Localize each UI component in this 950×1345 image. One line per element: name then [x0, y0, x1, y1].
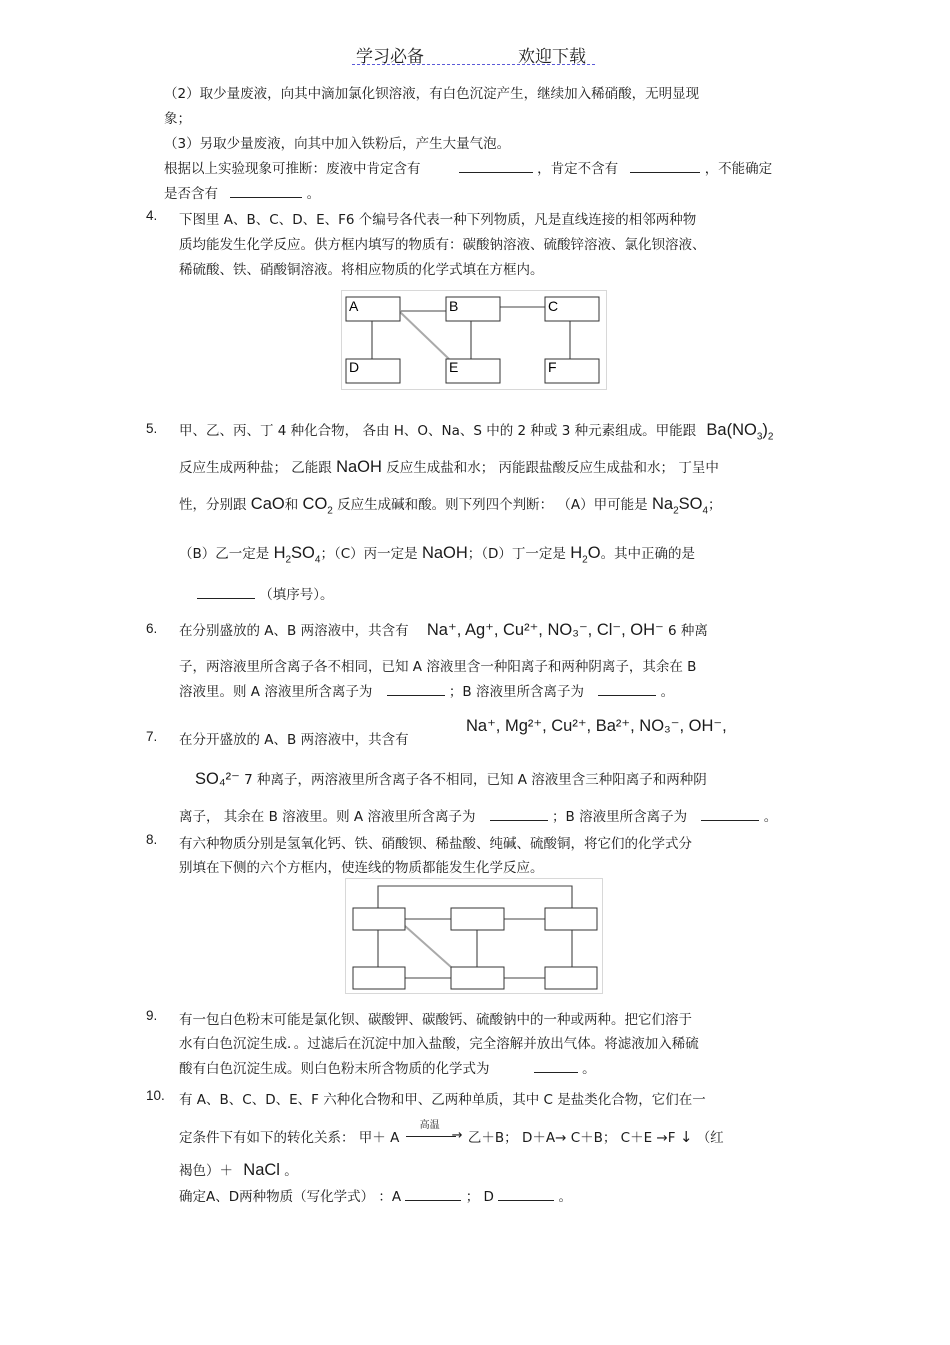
- q5-line-1: [179, 419, 773, 442]
- q5-chem-naoh-2: NaOH: [421, 544, 468, 562]
- q7-line-3c: 。: [763, 809, 778, 825]
- q5-chem-h2o: $H_2O$: [570, 544, 601, 566]
- q8-box-1[interactable]: [353, 908, 405, 930]
- q9-line-3a: 酸有白色沉淀生成。则白色粉末所含物质的化学式为: [179, 1061, 490, 1077]
- q10-line-4c: 。: [558, 1189, 573, 1205]
- q5-chem-na2so4: $Na_2SO_4$: [651, 495, 709, 517]
- q6-line-1: [179, 619, 708, 640]
- q10-line-3b: 。: [284, 1163, 298, 1179]
- q5-line-4a: （B）乙一定是: [179, 546, 270, 562]
- q4-diagram: [341, 290, 607, 390]
- q7-line-2: [195, 768, 707, 789]
- q7-line-3a: 离子， 其余在 B 溶液里。则 A 溶液里所含离子为: [179, 809, 476, 825]
- q10-line-2a: 定条件下有如下的转化关系： 甲＋ A: [179, 1130, 400, 1146]
- prev-line-5a: 是否含有: [164, 186, 218, 202]
- q5-number: 5.: [146, 421, 158, 436]
- q7-answer-blank-a[interactable]: [490, 806, 548, 821]
- q9-line-3: [179, 1057, 596, 1077]
- box-b-label: B: [449, 298, 459, 314]
- q7-ions: Na⁺, Mg²⁺, Cu²⁺, Ba²⁺, NO₃⁻, OH⁻,: [466, 717, 727, 735]
- prev-line-4: [164, 157, 772, 177]
- q5-line-2: [179, 456, 719, 477]
- q9-line-1: 有一包白色粉末可能是氯化钡、碳酸钾、碳酸钙、硫酸钠中的一种或两种。把它们溶于: [179, 1012, 692, 1028]
- q10-chem-nacl: NaCl: [243, 1161, 280, 1179]
- q9-answer-blank[interactable]: [534, 1058, 578, 1073]
- q7-line-2a: 7 种离子，两溶液里所含离子各不相同，已知 A 溶液里含三种阳离子和两种阴: [244, 772, 707, 788]
- q5-line-2b: 反应生成盐和水； 丙能跟盐酸反应生成盐和水； 丁呈中: [386, 460, 719, 476]
- box-c-label: C: [548, 298, 559, 314]
- prev-line-5: [164, 182, 320, 202]
- q10-line-3: [179, 1159, 298, 1180]
- q10-number: 10.: [146, 1088, 165, 1103]
- answer-blank-3[interactable]: [230, 183, 302, 198]
- q6-ions: Na⁺, Ag⁺, Cu²⁺, NO₃⁻, Cl⁻, OH⁻: [426, 621, 664, 639]
- q4-line-2: 质均能发生化学反应。供方框内填写的物质有：碳酸钠溶液、硫酸锌溶液、氯化钡溶液、: [179, 237, 706, 253]
- q7-chem-so4: SO₄²⁻: [195, 770, 240, 788]
- q9-number: 9.: [146, 1008, 158, 1023]
- header-left: 学习必备: [356, 47, 424, 67]
- q10-line-3a: 褐色）＋: [179, 1163, 233, 1179]
- q10-answer-blank-d[interactable]: [498, 1186, 554, 1201]
- q4-line-1: 下图里 A、B、C、D、E、F6 个编号各代表一种下列物质，凡是直线连接的相邻两种物: [179, 212, 697, 228]
- box-f-label: F: [548, 359, 557, 375]
- answer-blank-1[interactable]: [459, 158, 533, 173]
- q10-answer-blank-a[interactable]: [405, 1186, 461, 1201]
- q10-line-4: [179, 1185, 572, 1205]
- q10-line-2b: 乙＋B； D＋A→ C＋B； C＋E →F: [467, 1130, 676, 1146]
- q5-chem-naoh: NaOH: [336, 458, 382, 476]
- q8-box-5[interactable]: [451, 967, 504, 989]
- down-arrow-icon: ↓: [679, 1128, 693, 1146]
- q5-line-3: 性，分别跟 CaO和 $CO_2$ 反应生成碱和酸。则下列四个判断： （A）甲可能是 $Na_2SO_4$；: [179, 495, 722, 517]
- q6-line-3c: 。: [660, 684, 675, 700]
- q6-line-1a: 在分别盛放的 A、B 两溶液中，共含有: [179, 623, 409, 639]
- q5-answer-blank[interactable]: [197, 584, 255, 599]
- q5-line-5-text: （填序号）。: [259, 587, 334, 603]
- q5-and: 和: [284, 497, 299, 513]
- q7-line-3b: ；B 溶液里所含离子为: [552, 809, 688, 825]
- q6-line-3b: ；B 溶液里所含离子为: [448, 684, 584, 700]
- q8-box-4[interactable]: [353, 967, 405, 989]
- q5-line-3b: 反应生成碱和酸。则下列四个判断： （A）甲可能是: [337, 497, 648, 513]
- q8-line-1: 有六种物质分别是氢氧化钙、铁、硝酸钡、稀盐酸、纯碱、硫酸铜，将它们的化学式分: [179, 836, 692, 852]
- answer-blank-2[interactable]: [630, 158, 700, 173]
- header-divider: [352, 64, 595, 65]
- q8-diagram: [345, 878, 603, 994]
- prev-line-4b: ，肯定不含有: [537, 161, 619, 177]
- q8-box-2[interactable]: [451, 908, 504, 930]
- q7-number: 7.: [146, 729, 158, 744]
- q10-arrow-label: 高温: [419, 1120, 440, 1131]
- prev-line-4a: 根据以上实验现象可推断：废液中肯定含有: [164, 161, 421, 177]
- prev-line-1: （2）取少量废液，向其中滴加氯化钡溶液，有白色沉淀产生，继续加入稀硝酸，无明显现: [164, 86, 700, 102]
- q6-line-2: 子，两溶液里所含离子各不相同，已知 A 溶液里含一种阳离子和两种阴离子，其余在 B: [179, 659, 697, 675]
- box-a-label: A: [349, 298, 359, 314]
- box-e-label: E: [449, 359, 459, 375]
- q5-line-3a: 性，分别跟: [179, 497, 247, 513]
- prev-line-3: （3）另取少量废液，向其中加入铁粉后，产生大量气泡。: [164, 136, 511, 152]
- q5-chem-bano3: $Ba(NO_3)_2$: [706, 421, 774, 443]
- q5-line-4d: 。其中正确的是: [600, 546, 696, 562]
- q10-high-temp-arrow: 高温 →: [406, 1128, 462, 1142]
- q5-line-4b: ；（C）丙一定是: [320, 546, 418, 562]
- q8-number: 8.: [146, 832, 158, 847]
- prev-line-2: 象；: [164, 111, 191, 127]
- q5-chem-h2so4: $H_2SO_4$: [273, 544, 321, 566]
- prev-line-5b: 。: [306, 186, 321, 202]
- q6-answer-blank-a[interactable]: [387, 681, 445, 696]
- q10-line-2c: （红: [696, 1130, 724, 1146]
- q6-line-1b: 6 种离: [668, 623, 708, 639]
- q7-line-3: [179, 805, 777, 825]
- q6-answer-blank-b[interactable]: [598, 681, 656, 696]
- q5-line-4c: ；（D）丁一定是: [467, 546, 566, 562]
- q8-box-3[interactable]: [545, 908, 597, 930]
- q9-line-3b: 。: [582, 1061, 596, 1077]
- header-right: 欢迎下载: [518, 47, 586, 67]
- q5-line-2a: 反应生成两种盐； 乙能跟: [179, 460, 332, 476]
- q7-line-1a: 在分开盛放的 A、B 两溶液中，共含有: [179, 732, 409, 748]
- q5-line-4: [179, 542, 695, 565]
- q9-line-2: 水有白色沉淀生成．。过滤后在沉淀中加入盐酸，完全溶解并放出气体。将滤液加入稀硫: [179, 1036, 699, 1052]
- q5-chem-cao: CaO: [250, 495, 285, 513]
- q4-line-3: 稀硫酸、铁、硝酸铜溶液。将相应物质的化学式填在方框内。: [179, 262, 544, 278]
- q8-box-6[interactable]: [545, 967, 597, 989]
- q6-line-3: [179, 680, 674, 700]
- q7-answer-blank-b[interactable]: [701, 806, 759, 821]
- q5-line-1a: 甲、乙、丙、丁 4 种化合物， 各由 H、O、Na、S 中的 2 种或 3 种元素组成。甲能跟: [179, 423, 697, 439]
- q6-line-3a: 溶液里。则 A 溶液里所含离子为: [179, 684, 373, 700]
- q5-line-5: [197, 583, 334, 603]
- q6-number: 6.: [146, 621, 158, 636]
- box-d-label: D: [349, 359, 360, 375]
- q10-line-2: [179, 1120, 724, 1146]
- q10-line-1: 有 A、B、C、D、E、F 六种化合物和甲、乙两种单质，其中 C 是盐类化合物，它们在一: [179, 1092, 706, 1108]
- q4-number: 4.: [146, 208, 158, 223]
- q10-line-4b: ； D: [465, 1189, 494, 1205]
- prev-line-4c: ，不能确定: [704, 161, 773, 177]
- q8-line-2: 别填在下侧的六个方框内，使连线的物质都能发生化学反应。: [179, 860, 544, 876]
- q5-chem-co2: $CO_2$: [302, 495, 333, 517]
- q10-line-4a: 确定A、D两种物质（写化学式） ：A: [179, 1189, 402, 1205]
